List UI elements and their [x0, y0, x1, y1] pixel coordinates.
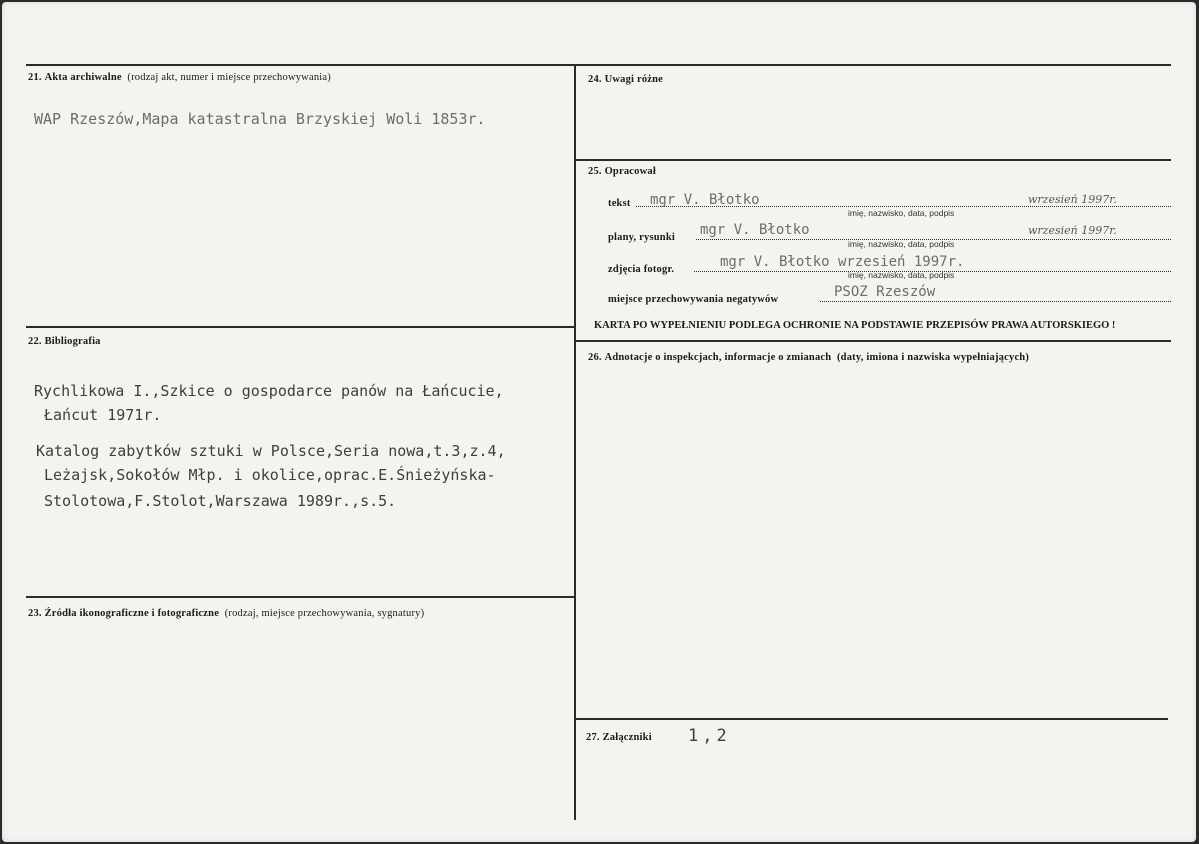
copyright-notice: KARTA PO WYPEŁNIENIU PODLEGA OCHRONIE NA PODSTAWIE PRZEPISÓW PRAWA AUTORSKIEGO !	[594, 320, 1116, 331]
rule-25-26	[576, 340, 1171, 342]
top-rule-left	[26, 64, 576, 66]
bibliography-line-3: Katalog zabytków sztuki w Polsce,Seria nowa,t.3,z.4,	[36, 442, 506, 460]
section-22-heading: 22. Bibliografia	[28, 336, 101, 347]
top-rule-right	[576, 64, 1171, 66]
bibliography-line-1: Rychlikowa I.,Szkice o gospodarce panów na Łańcucie,	[34, 382, 504, 400]
catalog-card	[2, 2, 1196, 842]
bibliography-line-5: Stolotowa,F.Stolot,Warszawa 1989r.,s.5.	[44, 492, 397, 510]
section-26-heading: 26. Adnotacje o inspekcjach, informacje o zmianach (daty, imiona i nazwiska wypełniających)	[588, 352, 1030, 363]
attachments-value: 1,2	[688, 726, 731, 746]
section-24-heading: 24. Uwagi różne	[588, 74, 664, 85]
rule-22-23	[26, 596, 576, 598]
row-tekst-value: mgr V. Błotko	[650, 192, 760, 208]
center-divider	[574, 64, 576, 820]
row-tekst-label: tekst	[608, 198, 631, 209]
row-plany-note: wrzesień 1997r.	[1028, 224, 1117, 237]
row-negatywy-dots	[820, 301, 1171, 302]
row-zdjecia-value: mgr V. Błotko wrzesień 1997r.	[720, 254, 965, 270]
section-23-heading: 23. Źródła ikonograficzne i fotograficzne (rodzaj, miejsce przechowywania, sygnatury)	[28, 608, 425, 619]
bibliography-line-4: Leżajsk,Sokołów Młp. i okolice,oprac.E.Śnieżyńska-	[44, 466, 496, 484]
bibliography-line-2: Łańcut 1971r.	[44, 406, 162, 424]
rule-24-25	[576, 159, 1171, 161]
section-21-entry: WAP Rzeszów,Mapa katastralna Brzyskiej Woli 1853r.	[34, 110, 486, 128]
row-plany-label: plany, rysunki	[608, 232, 675, 243]
section-27-heading: 27. Załączniki	[586, 732, 652, 743]
section-21-heading: 21. Akta archiwalne (rodzaj akt, numer i miejsce przechowywania)	[28, 72, 331, 83]
row-zdjecia-hint: imię, nazwisko, data, podpis	[848, 270, 955, 280]
row-plany-value: mgr V. Błotko	[700, 222, 810, 238]
row-negatywy-label: miejsce przechowywania negatywów	[608, 294, 779, 305]
row-negatywy-value: PSOZ Rzeszów	[834, 284, 936, 300]
row-tekst-note: wrzesień 1997r.	[1028, 193, 1117, 206]
rule-26-27	[576, 718, 1168, 720]
row-zdjecia-label: zdjęcia fotogr.	[608, 264, 675, 275]
rule-21-22	[26, 326, 576, 328]
row-plany-hint: imię, nazwisko, data, podpis	[848, 239, 955, 249]
row-tekst-hint: imię, nazwisko, data, podpis	[848, 208, 955, 218]
section-25-heading: 25. Opracował	[588, 166, 656, 177]
